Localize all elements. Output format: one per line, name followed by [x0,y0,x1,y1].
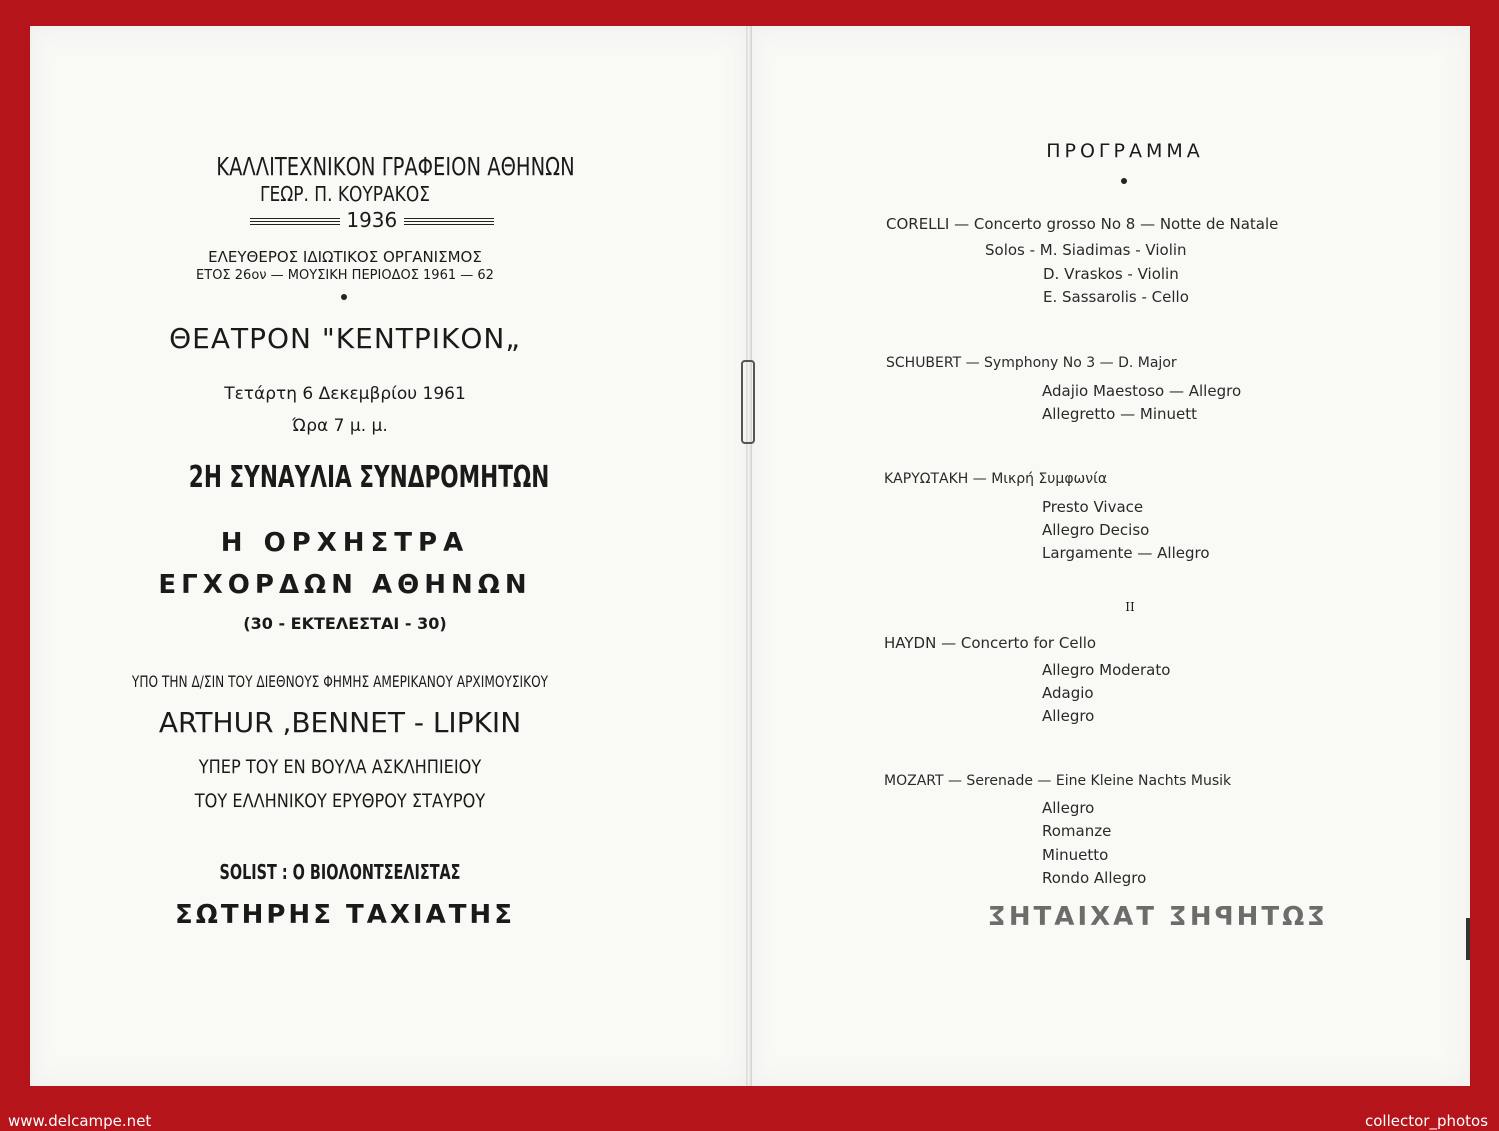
program-item-corelli: CORELLI — Concerto grosso No 8 — Notte de Natale [886,215,1279,233]
benefit-line2: ΤΟΥ ΕΛΛΗΝΙΚΟΥ ΕΡΥΘΡΟΥ ΣΤΑΥΡΟΥ [194,790,486,812]
program-sub-item: Adagio [1042,684,1094,702]
program-sub-item: Minuetto [1042,846,1109,864]
program-heading: ΠΡΟΓΡΑΜΜΑ [1046,140,1204,162]
section-two-label: II [1125,600,1135,614]
program-sub-item: Largamente — Allegro [1042,544,1210,562]
office-name-line1: ΚΑΛΛΙΤΕΧΝΙΚΟΝ ΓΡΑΦΕΙΟΝ ΑΘΗΝΩΝ [216,152,575,181]
concert-date: Τετάρτη 6 Δεκεμβρίου 1961 [224,384,466,404]
ghost-text [230,122,243,147]
program-item-haydn: HAYDN — Concerto for Cello [884,634,1097,652]
program-sub-item: Rondo Allegro [1042,869,1147,887]
footer-site: www.delcampe.net [8,1112,152,1130]
orchestra-line2: ΕΓΧΟΡΔΩΝ ΑΘΗΝΩΝ [158,570,532,600]
concert-title: 2Η ΣΥΝΑΥΛΙΑ ΣΥΝΔΡΟΜΗΤΩΝ [188,460,550,495]
program-sub-item: Allegro [1042,707,1095,725]
orchestra-line1: Η ΟΡΧΗΣΤΡΑ [220,528,470,558]
benefit-line1: ΥΠΕΡ ΤΟΥ ΕΝ ΒΟΥΛΑ ΑΣΚΛΗΠΙΕΙΟΥ [198,756,482,778]
performers-count: (30 - ΕΚΤΕΛΕΣΤΑΙ - 30) [243,614,447,633]
bullet-dot [1121,178,1127,184]
staple [741,360,755,444]
decorative-lines [250,218,340,226]
footer-collector: collector_photos [1365,1112,1489,1130]
founding-year: 1936 [346,208,398,232]
program-item-karyotakis: ΚΑΡΥΩΤΑΚΗ — Μικρή Συμφωνία [884,471,1108,487]
booklet-spine [746,26,752,1086]
program-sub-item: Allegro Deciso [1042,521,1150,539]
organization-type: ΕΛΕΥΘΕΡΟΣ ΙΔΙΩΤΙΚΟΣ ΟΡΓΑΝΙΣΜΟΣ [208,248,482,266]
mirrored-soloist-name: ΣΩΤΗΡΗΣ ΤΑΧΙΑΤΗΣ [985,902,1325,932]
edge-mark [1466,918,1470,960]
program-sub-item: Solos - M. Siadimas - Violin [985,241,1187,259]
bullet-dot [341,294,347,300]
program-sub-item: Allegretto — Minuett [1042,405,1198,423]
direction-line: ΥΠΟ ΤΗΝ Δ/ΣΙΝ ΤΟΥ ΔΙΕΘΝΟΥΣ ΦΗΜΗΣ ΑΜΕΡΙΚΑΝΟΥ ΑΡΧΙΜΟΥΣΙΚΟΥ [131,672,549,691]
office-name-line2: ΓΕΩΡ. Π. ΚΟΥΡΑΚΟΣ [260,182,430,206]
program-sub-item: Allegro Moderato [1042,661,1171,679]
decorative-lines [404,218,494,226]
program-sub-item: E. Sassarolis - Cello [1043,288,1189,306]
program-sub-item: Romanze [1042,822,1112,840]
program-item-mozart: MOZART — Serenade — Eine Kleine Nachts Musik [884,773,1232,789]
program-item-schubert: SCHUBERT — Symphony No 3 — D. Major [886,355,1177,371]
theatre-name: ΘΕΑΤΡΟΝ "ΚΕΝΤΡΙΚΟΝ„ [169,322,521,355]
program-sub-item: Presto Vivace [1042,498,1144,516]
program-sub-item: D. Vraskos - Violin [1043,265,1179,283]
founding-year-row [250,208,440,232]
soloist-label: SOLIST : Ο ΒΙΟΛΟΝΤΣΕΛΙΣΤΑΣ [219,860,461,884]
program-sub-item: Adajio Maestoso — Allegro [1042,382,1242,400]
conductor-name: ARTHUR ,BENNET - LIPKIN [158,706,522,739]
soloist-name: ΣΩΤΗΡΗΣ ΤΑΧΙΑΤΗΣ [175,900,515,930]
program-sub-item: Allegro [1042,799,1095,817]
concert-time: Ώρα 7 μ. μ. [292,416,388,436]
season-line: ΕΤΟΣ 26ον — ΜΟΥΣΙΚΗ ΠΕΡΙΟΔΟΣ 1961 — 62 [196,268,494,283]
